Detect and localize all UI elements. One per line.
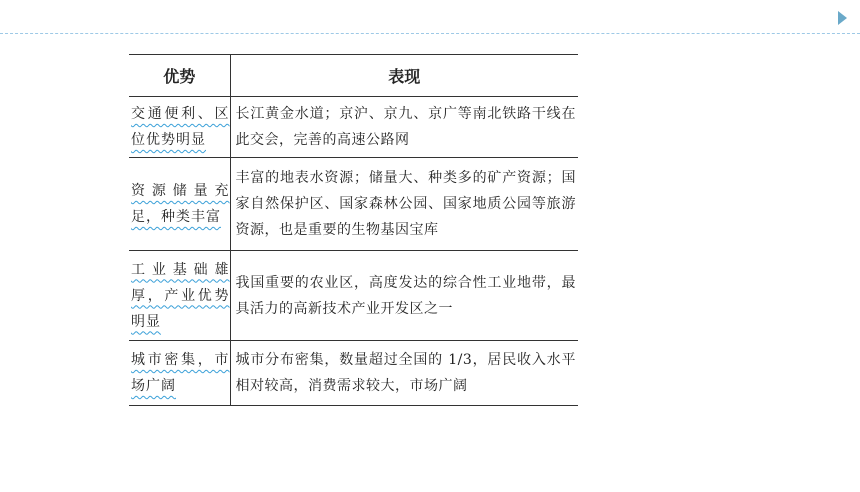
advantage-text: 工业基础雄厚，产业优势明显: [131, 261, 230, 330]
detail-cell: 城市分布密集，数量超过全国的 1/3，居民收入水平相对较高，消费需求较大，市场广阔: [230, 341, 578, 406]
advantage-text: 城市密集，市场广阔: [131, 352, 230, 394]
header-detail: 表现: [230, 55, 578, 97]
table-row: [129, 158, 578, 251]
table-row: [129, 251, 578, 341]
detail-cell: 丰富的地表水资源；储量大、种类多的矿产资源；国家自然保护区、国家森林公园、国家地质公园等旅游资源，也是重要的生物基因宝库: [230, 158, 578, 251]
header-advantage: 优势: [129, 55, 230, 97]
advantage-cell: [129, 97, 230, 158]
advantage-text: 资源储量充足，种类丰富: [131, 183, 230, 225]
table-header-row: [129, 55, 578, 97]
table-row: [129, 341, 578, 406]
advantage-text: 交通便利、区位优势明显: [131, 106, 230, 148]
detail-cell: 我国重要的农业区，高度发达的综合性工业地带，最具活力的高新技术产业开发区之一: [230, 251, 578, 341]
advantage-cell: [129, 341, 230, 406]
advantages-table: [129, 54, 578, 406]
table-row: [129, 97, 578, 158]
detail-cell: 长江黄金水道；京沪、京九、京广等南北铁路干线在此交会，完善的高速公路网: [230, 97, 578, 158]
corner-arrow-icon: [838, 11, 847, 25]
advantage-cell: [129, 251, 230, 341]
advantage-cell: [129, 158, 230, 251]
dashed-divider: [0, 33, 860, 34]
